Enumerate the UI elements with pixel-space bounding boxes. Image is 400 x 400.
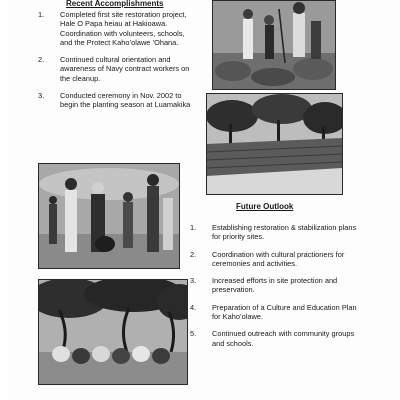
list-item: 1. Establishing restoration & stabilization plans for priority sites.	[190, 223, 357, 242]
list-item: 3. Increased efforts in site protection and preservation.	[190, 276, 338, 295]
photo-volunteers-rocks	[212, 0, 336, 90]
list-item: 2. Coordination with cultural practioners for ceremonies and activities.	[190, 249, 345, 268]
recent-accomplishments-heading: Recent Accomplishments	[66, 0, 164, 8]
future-outlook-heading: Future Outlook	[236, 202, 294, 211]
list-item: 1. Completed first site restoration project, Hale O Papa heiau at Hakioawa. Coordination with volunteers, schools, and the Protect Kaho’olawe ’Ohana.	[38, 10, 187, 47]
list-item: 5. Continued outreach with community groups and schools.	[190, 329, 355, 348]
photo-stone-wall-trees	[206, 93, 343, 195]
photo-ceremony-group	[38, 163, 180, 269]
list-item: 4. Preparation of a Culture and Education Plan for Kaho’olawe.	[190, 302, 357, 322]
list-item: 2. Continued cultural orientation and awareness of Navy contract workers on the cleanup.	[38, 55, 190, 83]
recent-accomplishments-list	[38, 10, 196, 110]
document-page	[8, 0, 400, 400]
future-outlook-list	[190, 223, 360, 348]
photo-seated-gathering	[38, 279, 188, 385]
list-item: 3. Conducted ceremony in Nov. 2002 to begin the planting season at Luamakika	[38, 91, 191, 110]
